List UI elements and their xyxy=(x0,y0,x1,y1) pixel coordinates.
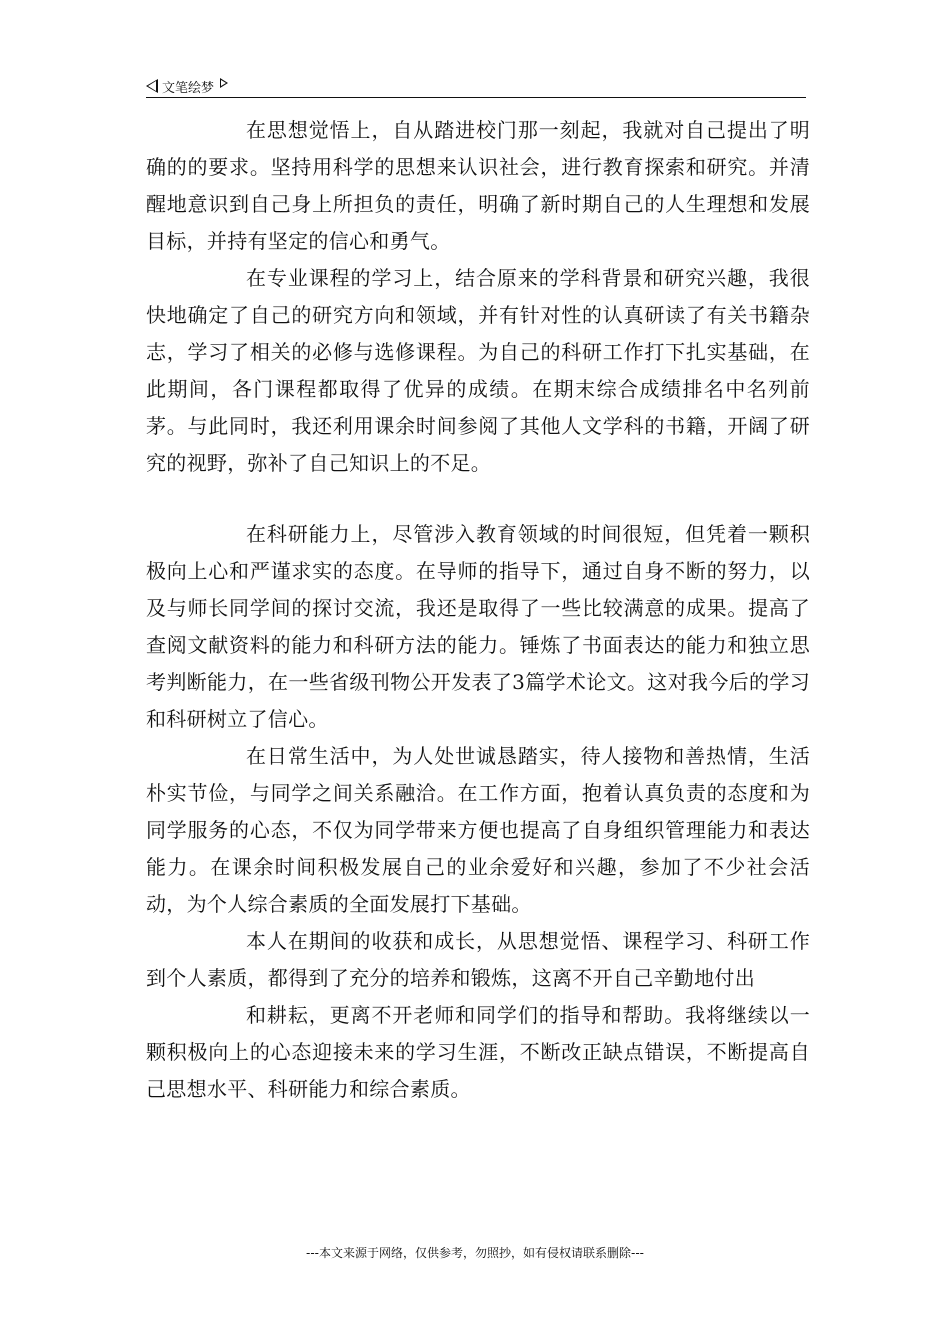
paragraph-summary: 本人在期间的收获和成长，从思想觉悟、课程学习、科研工作到个人素质，都得到了充分的培养和锻炼，这离不开自己辛勤地付出 xyxy=(146,929,810,990)
document-body xyxy=(146,112,810,1108)
header-brand: 文笔绘梦 xyxy=(162,80,215,96)
triangle-right-icon xyxy=(220,78,228,88)
paragraph-daily-life: 在日常生活中，为人处世诚恳踏实，待人接物和善热情，生活朴实节俭，与同学之间关系融洽。在工作方面，抱着认真负责的态度和为同学服务的心态，不仅为同学带来方便也提高了自身组织管理能力和表达能力。在课余时间积极发展自己的业余爱好和兴趣，参加了不少社会活动，为个人综合素质的全面发展打下基础。 xyxy=(146,744,810,916)
paragraph-ideology: 在思想觉悟上，自从踏进校门那一刻起，我就对自己提出了明确的的要求。坚持用科学的思想来认识社会，进行教育探索和研究。并清醒地意识到自己身上所担负的责任，明确了新时期自己的人生理想和发展目标，并持有坚定的信心和勇气。 xyxy=(146,118,810,253)
paragraph-coursework: 在专业课程的学习上，结合原来的学科背景和研究兴趣，我很快地确定了自己的研究方向和领域，并有针对性的认真研读了有关书籍杂志，学习了相关的必修与选修课程。为自己的科研工作打下扎实基础，在此期间，各门课程都取得了优异的成绩。在期末综合成绩排名中名列前茅。与此同时，我还利用课余时间参阅了其他人文学科的书籍，开阔了研究的视野，弥补了自己知识上的不足。 xyxy=(146,266,810,475)
triangle-left-icon xyxy=(146,79,158,93)
header-divider xyxy=(146,97,806,98)
paragraph-spacer xyxy=(146,482,810,516)
paragraph-research: 在科研能力上，尽管涉入教育领域的时间很短，但凭着一颗积极向上心和严谨求实的态度。在导师的指导下，通过自身不断的努力，以及与师长同学间的探讨交流，我还是取得了一些比较满意的成果。提高了查阅文献资料的能力和科研方法的能力。锤炼了书面表达的能力和独立思考判断能力，在一些省级刊物公开发表了3篇学术论文。这对我今后的学习和科研树立了信心。 xyxy=(146,522,810,731)
page-header xyxy=(146,74,806,98)
paragraph-conclusion: 和耕耘，更离不开老师和同学们的指导和帮助。我将继续以一颗积极向上的心态迎接未来的学习生涯，不断改正缺点错误，不断提高自己思想水平、科研能力和综合素质。 xyxy=(146,1003,810,1101)
page-footer-notice: ---本文来源于网络，仅供参考，勿照抄，如有侵权请联系删除--- xyxy=(306,1246,644,1260)
